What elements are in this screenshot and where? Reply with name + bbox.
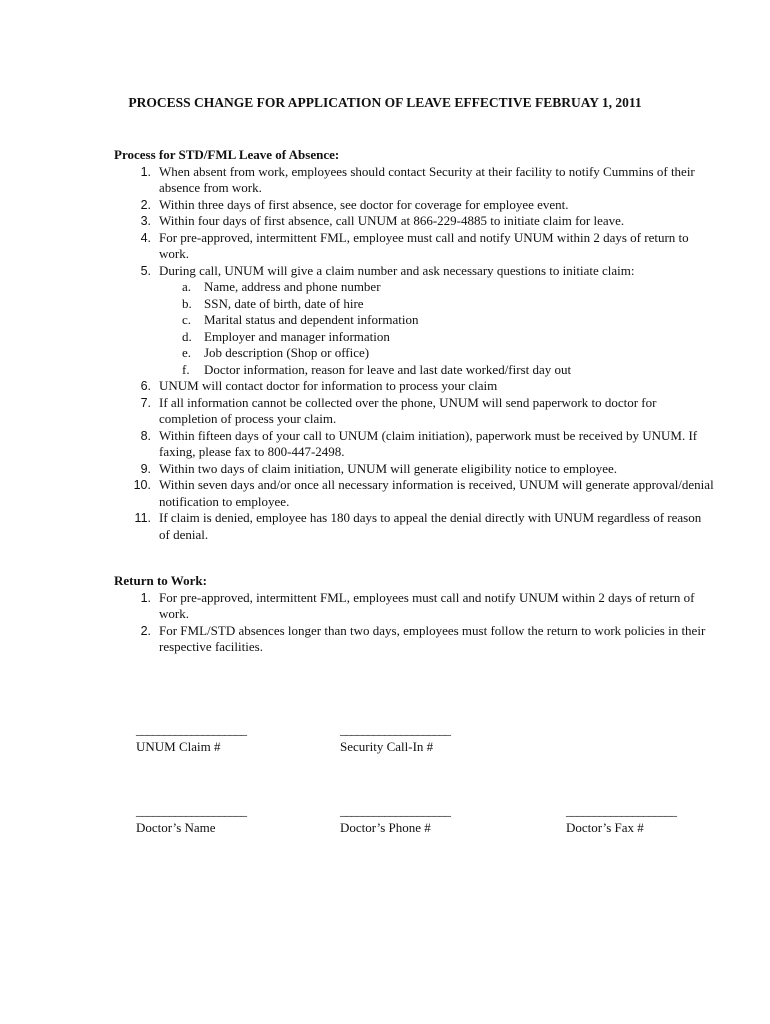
std-fml-heading: Process for STD/FML Leave of Absence: <box>114 147 340 162</box>
signature-line: ____________________ <box>136 803 246 818</box>
list-item: 8. Within fifteen days of your call to UNUM (claim initiation), paperwork must be received by UNUM. If faxing, please fax to 800-447-2498. <box>140 427 698 459</box>
doctor-phone-label: Doctor’s Phone # <box>340 819 431 835</box>
claim-info-sublist <box>159 279 714 378</box>
std-fml-steps <box>114 164 714 544</box>
list-item: 7. If all information cannot be collected over the phone, UNUM will send paperwork to doctor for completion of process your claim. <box>140 394 657 426</box>
list-item: 4. For pre-approved, intermittent FML, employee must call and notify UNUM within 2 days of return to work. <box>140 229 689 261</box>
doctor-fax-field <box>566 803 676 836</box>
list-item: 2. Within three days of first absence, see doctor for coverage for employee event. <box>140 196 569 212</box>
list-item: 2. For FML/STD absences longer than two days, employees must follow the return to work policies in their respective facilities. <box>140 622 706 654</box>
std-fml-section <box>114 147 714 543</box>
unum-claim-field <box>136 722 246 755</box>
list-item: 1. When absent from work, employees should contact Security at their facility to notify Cummins of their absence from work. <box>140 163 695 195</box>
list-item: 10. Within seven days and/or once all necessary information is received, UNUM will generate approval/denial notification to employee. <box>133 477 714 509</box>
signature-line: ____________________ <box>136 722 246 737</box>
security-callin-label: Security Call-In # <box>340 738 434 754</box>
return-to-work-steps <box>114 590 714 656</box>
signature-line: ____________________ <box>566 803 676 818</box>
doctor-phone-field <box>340 803 450 836</box>
security-callin-field <box>340 722 450 755</box>
list-item: 6. UNUM will contact doctor for information to process your claim <box>140 378 498 393</box>
list-item: 9. Within two days of claim initiation, UNUM will generate eligibility notice to employee. <box>140 460 617 476</box>
list-item: 11. If claim is denied, employee has 180 days to appeal the denial directly with UNUM regardless of reason of denial. <box>134 510 702 542</box>
return-to-work-heading: Return to Work: <box>114 573 207 588</box>
sub-list-item: a. Name, address and phone number <box>182 279 381 294</box>
sub-list-item: b. SSN, date of birth, date of hire <box>182 295 364 311</box>
sub-list-item: d. Employer and manager information <box>182 328 390 344</box>
sub-list-item: e. Job description (Shop or office) <box>182 345 370 360</box>
sub-list-item: f. Doctor information, reason for leave and last date worked/first day out <box>182 361 572 377</box>
doctor-name-field <box>136 803 246 836</box>
list-item: 5. During call, UNUM will give a claim number and ask necessary questions to initiate claim: a. Name, address and phone number b. SSN, date of birth, date of hire c. Marital status and dependent information d. Employer and manager information e. Job description (Shop or office) f. Doctor information, reason for leave and last date worked/first day out <box>159 263 714 379</box>
doctor-name-label: Doctor’s Name <box>136 819 216 835</box>
return-to-work-section <box>114 573 714 656</box>
signature-line: ____________________ <box>340 803 450 818</box>
unum-claim-label: UNUM Claim # <box>136 738 221 754</box>
sub-list-item: c. Marital status and dependent information <box>182 312 419 327</box>
list-item: 3. Within four days of first absence, call UNUM at 866-229-4885 to initiate claim for leave. <box>140 213 625 228</box>
doctor-fax-label: Doctor’s Fax # <box>566 819 644 835</box>
signature-line: ____________________ <box>340 722 450 737</box>
document-title: PROCESS CHANGE FOR APPLICATION OF LEAVE EFFECTIVE FEBRUAY 1, 2011 <box>128 95 642 110</box>
list-item: 1. For pre-approved, intermittent FML, employees must call and notify UNUM within 2 days of return of work. <box>140 589 695 621</box>
